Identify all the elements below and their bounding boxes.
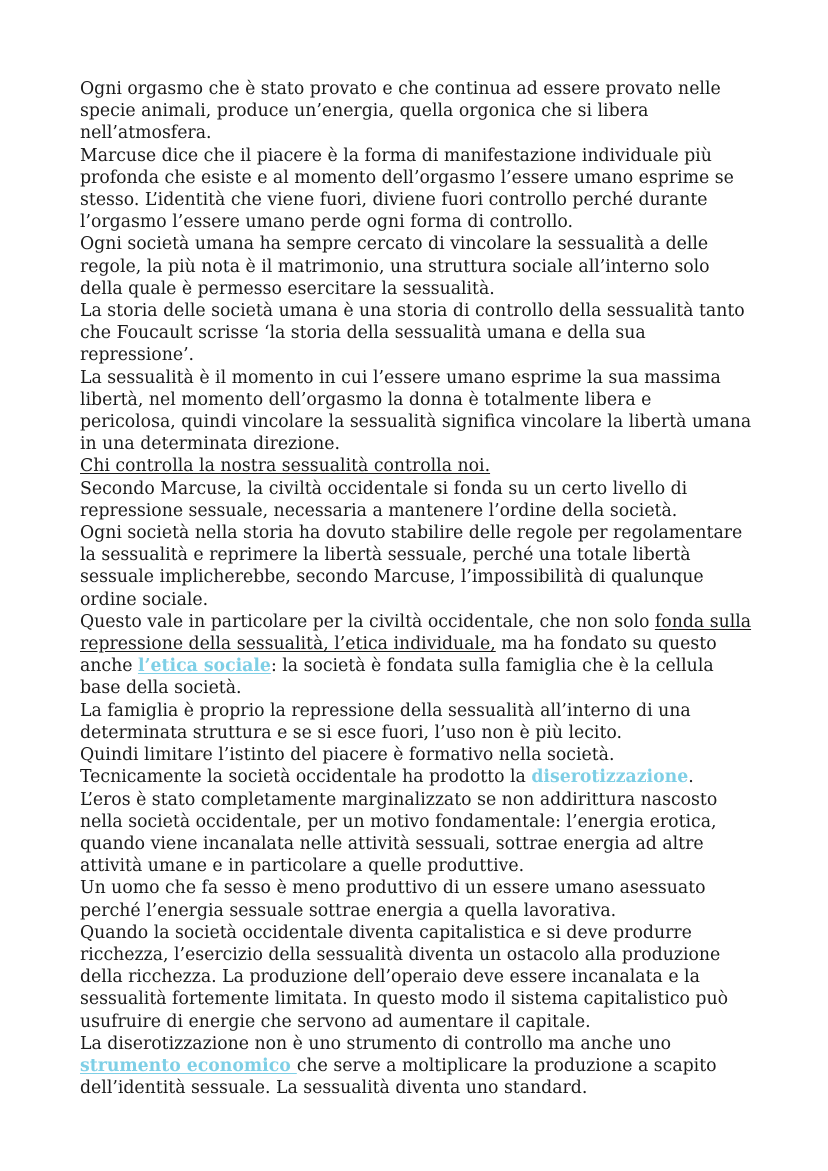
paragraph-foucault: La storia delle società umana è una storia di controllo della sessualità tanto che Foucault scrisse ‘la storia della sessualità umana e della sua repressione’.: [80, 301, 745, 366]
text-span: La diserotizzazione non è uno strumento di controllo ma anche uno: [80, 1033, 671, 1054]
text-span: ma ha fondato su questo anche: [80, 634, 717, 677]
text-span: : la società è fondata sulla famiglia che è la cellula base della società.: [80, 656, 714, 699]
highlight-social-ethics: l’etica sociale: [137, 656, 271, 677]
paragraph-society-rules: Ogni società umana ha sempre cercato di vincolare la sessualità a delle regole, la più nota è il matrimonio, una struttura sociale all’interno solo della quale è permesso esercitare la sessualità.: [80, 234, 710, 299]
highlight-diserotization: diserotizzazione: [531, 767, 689, 788]
paragraph-eros-marginalized: L’eros è stato completamente marginalizzato se non addirittura nascosto nella società occidentale, per un motivo fondamentale: l’energia erotica, quando viene incanalata nelle attività sessuali, sottrae energia ad altre attività umane e in particolare a quelle produttive.: [80, 789, 718, 877]
paragraph-western-ethics: [80, 611, 752, 700]
paragraph-limit-pleasure: Quindi limitare l’istinto del piacere è formativo nella società.: [80, 745, 615, 766]
paragraph-regulation: Ogni società nella storia ha dovuto stabilire delle regole per regolamentare la sessualità e reprimere la libertà sessuale, perché una totale libertà sessuale implicherebbe, secondo Marcuse, l’impossibilità di qualunque ordine sociale.: [80, 523, 743, 610]
paragraph-family: La famiglia è proprio la repressione della sessualità all’interno di una determinata struttura e se si esce fuori, l’uso non è più lecito.: [80, 700, 691, 743]
underlined-individual-ethics: fonda sulla repressione della sessualità, l’etica individuale,: [80, 611, 752, 655]
paragraph-economic-tool: [80, 1033, 752, 1100]
text-span: Questo vale in particolare per la civiltà occidentale, che non solo: [80, 611, 655, 632]
highlight-economic-tool: strumento economico: [80, 1055, 297, 1076]
paragraph-freedom: La sessualità è il momento in cui l’essere umano esprime la sua massima libertà, nel momento dell’orgasmo la donna è totalmente libera e pericolosa, quindi vincolare la sessualità significa vincolare la libertà umana in una determinata direzione.: [80, 367, 752, 455]
paragraph-orgasm-energy: Ogni orgasmo che è stato provato e che continua ad essere provato nelle specie animali, produce un’energia, quella orgonica che si libera nell’atmosfera.: [80, 79, 721, 144]
text-span: Tecnicamente la società occidentale ha prodotto la: [80, 767, 532, 788]
text-span: .: [688, 767, 694, 788]
paragraph-control-statement: Chi controlla la nostra sessualità controlla noi.: [80, 456, 491, 477]
paragraph-marcuse-pleasure: Marcuse dice che il piacere è la forma di manifestazione individuale più profonda che esiste e al momento dell’orgasmo l’essere umano esprime se stesso. L’identità che viene fuori, diviene fuori controllo perché durante l’orgasmo l’essere umano perde ogni forma di controllo.: [80, 145, 734, 233]
paragraph-productivity: Un uomo che fa sesso è meno produttivo di un essere umano asessuato perché l’energia sessuale sottrae energia a quella lavorativa.: [80, 878, 706, 921]
paragraph-repression: Secondo Marcuse, la civiltà occidentale si fonda su un certo livello di repressione sessuale, necessaria a mantenere l’ordine della società.: [80, 478, 688, 521]
paragraph-capitalism: Quando la società occidentale diventa capitalistica e si deve produrre ricchezza, l’esercizio della sessualità diventa un ostacolo alla produzione della ricchezza. La produzione dell’operaio deve essere incanalata e la sessualità fortemente limitata. In questo modo il sistema capitalistico può usufruire di energie che servono ad aumentare il capitale.: [80, 922, 729, 1032]
document-body: [80, 78, 752, 1099]
paragraph-diserotization: [80, 766, 752, 788]
text-span: che serve a moltiplicare la produzione a scapito dell’identità sessuale. La sessualità diventa uno standard.: [80, 1055, 717, 1099]
